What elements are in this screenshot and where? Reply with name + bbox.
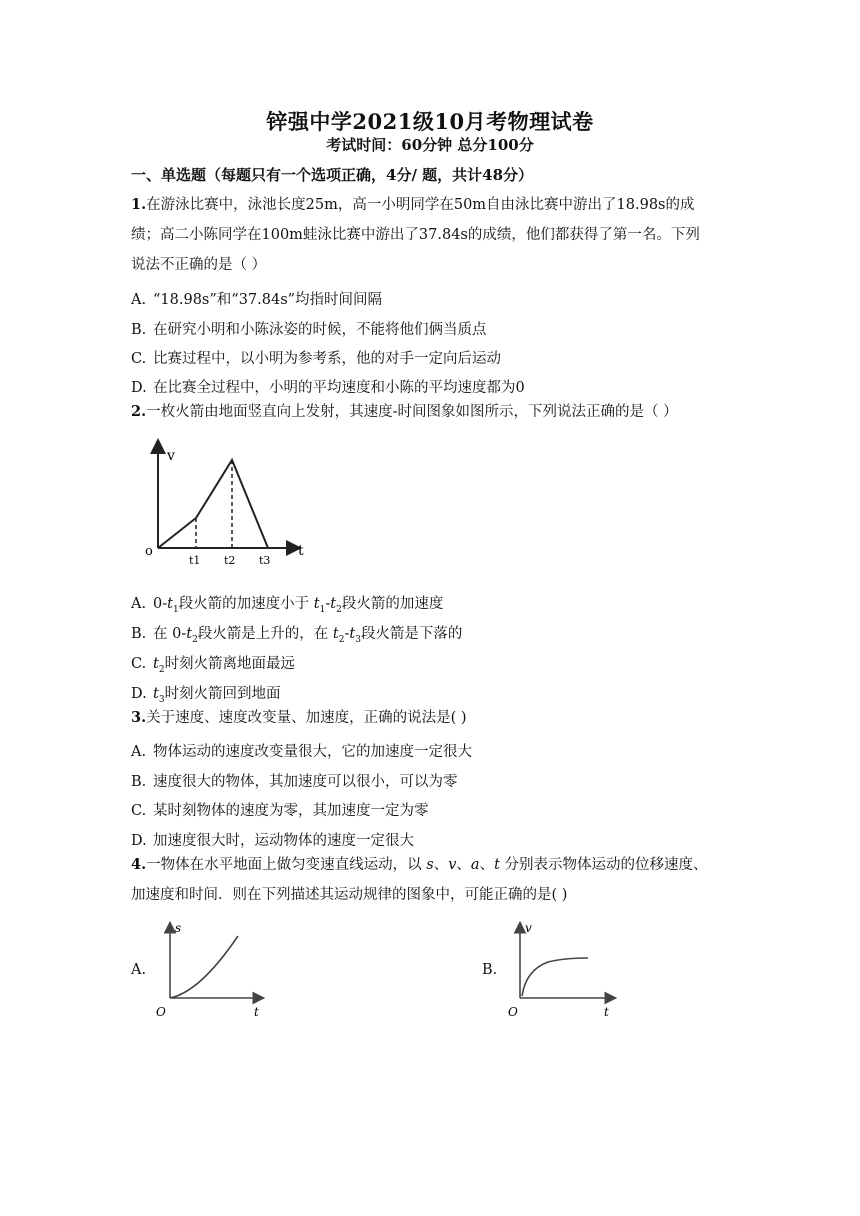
v-axis-label: v [525,921,532,935]
symbol-t: t [153,686,159,702]
q2-option-c [131,652,295,675]
q4-option-a-label: A. [131,962,147,978]
s-t-graph [150,918,270,1020]
separator: 、 [456,857,471,873]
option-text: 段火箭的加速度 [341,596,444,612]
q3-option-d [131,829,414,850]
option-text: 时刻火箭离地面最远 [164,656,296,672]
subscript: 2 [158,664,165,675]
question-number: 2. [131,403,147,420]
symbol-v: v [448,857,457,873]
s-curve [170,936,238,998]
option-label: D. [131,833,147,849]
symbol-t: t [349,626,356,642]
q2-option-d [131,682,281,705]
option-text: 0- [153,596,168,612]
option-label: D. [131,686,147,702]
v-t-graph [502,918,622,1020]
question-4-line-1 [131,858,708,873]
question-text: 一物体在水平地面上做匀变速直线运动，以 [146,857,427,873]
option-text: 段火箭的加速度小于 [178,596,314,612]
option-text: 在比赛全过程中，小明的平均速度和小陈的平均速度都为0 [153,380,525,396]
question-2-line-1 [131,405,678,420]
option-text: - [344,626,350,642]
t-axis-label: t [604,1005,609,1019]
symbol-t: t [167,596,173,612]
subscript: 2 [336,604,342,615]
velocity-time-graph [140,436,310,571]
q3-option-c [131,799,429,820]
origin-label: O [508,1005,518,1019]
option-label: B. [131,774,147,790]
option-text: 段火箭是下落的 [360,626,463,642]
tick-t2: t2 [224,554,236,567]
s-axis-label: s [175,921,182,935]
symbol-t: t [330,596,337,612]
exam-title: 锌强中学2021级10月考物理试卷 [266,109,594,134]
origin-label: o [145,544,153,559]
q1-option-d [131,376,525,397]
v-curve [522,958,588,996]
question-3-line-1 [131,711,467,726]
option-label: C. [131,656,147,672]
symbol-t: t [153,656,159,672]
question-4-line-2: 加速度和时间．则在下列描述其运动规律的图象中，可能正确的是( ) [131,887,568,903]
t-axis-label: t [298,543,304,559]
q3-option-a [131,740,472,761]
q1-option-a [131,288,382,309]
velocity-curve [158,460,268,548]
q2-option-a [131,592,443,615]
question-number: 1. [131,196,147,213]
origin-label: O [156,1005,166,1019]
symbol-t: t [186,626,193,642]
option-text: 时刻火箭回到地面 [164,686,281,702]
subscript: 1 [172,604,179,615]
t-axis-label: t [254,1005,259,1019]
question-number: 4. [131,856,147,873]
option-label: A. [131,596,147,612]
option-text: 比赛过程中，以小明为参考系，他的对手一定向后运动 [153,351,501,367]
option-label: A. [131,744,147,760]
option-label: C. [131,803,147,819]
q2-option-b [131,622,462,645]
q1-option-b [131,318,487,339]
subscript: 2 [338,634,345,645]
subscript: 3 [355,634,361,645]
question-1-line-2: 绩；高二小陈同学在100m蛙泳比赛中游出了37.84s的成绩，他们都获得了第一名。下列 [131,227,700,243]
subscript: 3 [158,694,165,705]
q1-option-c [131,347,501,368]
option-text: 某时刻物体的速度为零，其加速度一定为零 [153,803,429,819]
symbol-t: t [332,626,339,642]
option-text: 加速度很大时，运动物体的速度一定很大 [153,833,414,849]
q3-option-b [131,770,458,791]
symbol-t: t [313,596,320,612]
option-text: 在 0- [153,626,187,642]
question-number: 3. [131,709,147,726]
section-heading: 一、单选题（每题只有一个选项正确，4分/ 题，共计48分） [131,166,534,184]
option-label: B. [131,322,147,338]
separator: 、 [433,857,449,873]
subscript: 2 [192,634,198,645]
question-text: 一枚火箭由地面竖直向上发射，其速度-时间图象如图所示，下列说法正确的是（ ） [146,404,678,420]
option-text: “18.98s”和“37.84s”均指时间间隔 [153,292,383,308]
question-text: 分别表示物体运动的位移速度、 [499,857,708,873]
subscript: 1 [319,604,326,615]
tick-t3: t3 [259,554,271,567]
question-1-line-1 [131,198,695,213]
symbol-s: s [426,857,434,873]
option-label: C. [131,351,147,367]
symbol-t: t [494,857,500,873]
option-text: - [325,596,331,612]
option-label: A. [131,292,147,308]
v-axis-label: v [167,448,175,464]
option-label: D. [131,380,147,396]
option-text: 物体运动的速度改变量很大，它的加速度一定很大 [153,744,472,760]
option-text: 段火箭是上升的，在 [197,626,333,642]
exam-subtitle: 考试时间：60分钟 总分100分 [326,136,534,154]
option-label: B. [131,626,147,642]
tick-t1: t1 [189,554,201,567]
separator: 、 [479,857,495,873]
question-1-line-3: 说法不正确的是（ ） [131,257,267,273]
question-text: 在游泳比赛中，泳池长度25m，高一小明同学在50m自由泳比赛中游出了18.98s的成 [146,197,695,213]
symbol-a: a [470,857,480,873]
option-text: 速度很大的物体，其加速度可以很小，可以为零 [153,774,458,790]
q4-option-b-label: B. [482,962,498,978]
option-text: 在研究小明和小陈泳姿的时候，不能将他们俩当质点 [153,322,487,338]
question-text: 关于速度、速度改变量、加速度，正确的说法是( ) [146,710,467,726]
